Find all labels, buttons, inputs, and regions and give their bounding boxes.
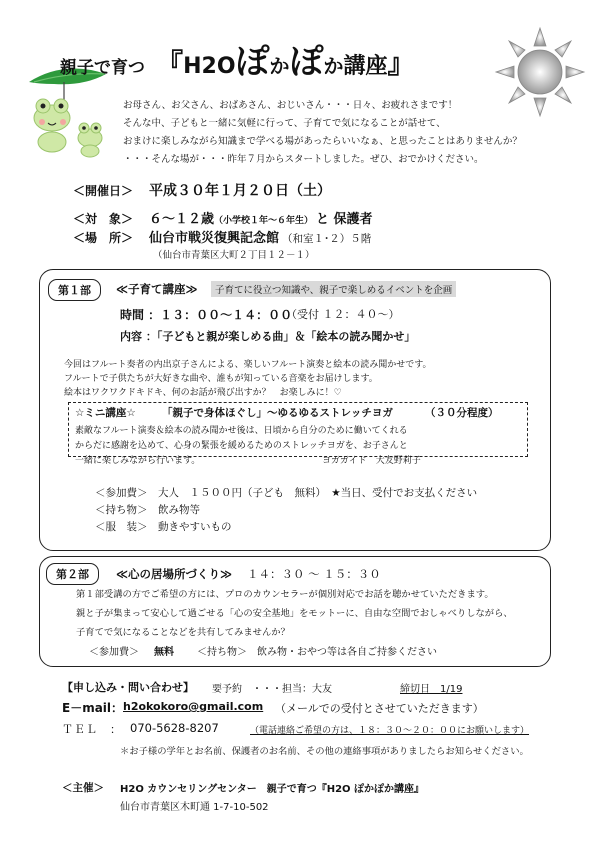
- intro-line: ・・・そんな場が・・・昨年７月からスタートしました。ぜひ、おでかけください。: [123, 154, 484, 165]
- part1-desc-line: 絵本はワクワクドキドキ、何のお話が飛び出すか？ お楽しみに！♡: [64, 388, 342, 398]
- part2-fee-label: ＜参加費＞: [89, 647, 139, 658]
- part2-tag: 第２部: [46, 563, 99, 585]
- title-open-bracket: 『: [156, 49, 184, 80]
- mini-lecture-desc: 素敵なフルート演奏＆絵本の読み聞かせ後は、日頃から自分のために働いてくれる: [75, 426, 408, 436]
- tel-note: （電話連絡ご希望の方は、１８：３０～２０：００にお願いします）: [250, 726, 530, 736]
- email-note: （メールでの受付とさせていただきます）: [275, 702, 484, 715]
- target-label: ＜対 象＞: [73, 212, 134, 226]
- part1-desc-line: 今回はフルート奏者の内出京子さんによる、楽しいフルート演奏と絵本の読み聞かせです。: [64, 360, 432, 370]
- intro-line: お母さん、お父さん、おばあさん、おじいさん・・・日々、お疲れさまです！: [123, 100, 458, 111]
- organizer-label: ＜主催＞: [62, 782, 104, 794]
- target-line: [149, 208, 373, 227]
- part1-subtitle: 子育てに役立つ知識や、親子で楽しめるイベントを企画: [211, 281, 456, 297]
- contact-reserve: 要予約 ・・・担当：大友: [212, 684, 332, 695]
- target-note: （小学校１年～６年生）: [214, 216, 314, 226]
- part1-title: ≪子育て講座≫: [116, 282, 198, 296]
- part1-time: 時間 ：１３：００～１４：００: [120, 308, 293, 322]
- organizer-name: H2O カウンセリングセンター 親子で育つ『H2O ぽかぽか講座』: [120, 784, 425, 795]
- date-label: ＜開催日＞: [73, 184, 134, 198]
- place-line: [149, 227, 371, 246]
- part1-clothes: ＜服 装＞ 動きやすいもの: [95, 521, 232, 533]
- place-room: （和室１･２）５階: [282, 233, 372, 245]
- place-address: （仙台市青葉区大町２丁目１２－１）: [153, 250, 315, 261]
- part2-time: １４：３０ ～ １５：３０: [247, 567, 381, 581]
- title-ka-2: か: [323, 54, 344, 78]
- place-label: ＜場 所＞: [73, 231, 134, 245]
- mini-lecture-desc: からだに感謝を込めて、心身の緊張を緩めるためのストレッチヨガを、お子さんと: [75, 441, 408, 451]
- target-suffix: と 保護者: [316, 212, 373, 227]
- mini-lecture-subject: 「親子で身体ほぐし」～ゆるゆるストレッチヨガ: [162, 407, 393, 419]
- title-po-1: ぽ: [235, 42, 270, 82]
- email-link[interactable]: h2okokoro@gmail.com: [123, 700, 264, 713]
- mini-lecture-guide: ヨガガイド 大友野莉子: [322, 456, 421, 466]
- organizer-address: 仙台市青葉区木町通 1-7-10-502: [120, 802, 269, 813]
- page-title: [60, 34, 415, 83]
- part2-title: ≪心の居場所づくり≫: [116, 567, 233, 581]
- mini-lecture-length: （３０分程度）: [425, 407, 499, 419]
- contact-notice: ＊お子様の学年とお名前、保護者のお名前、その他の連絡事項がありましたらお知らせください。: [120, 746, 529, 757]
- part1-fee: ＜参加費＞ 大人 １５００円（子ども 無料） ★当日、受付でお支払ください: [95, 487, 478, 499]
- intro-line: そんな中、子どもと一緒に気軽に行って、子育てで気になることが話せて、: [123, 118, 446, 129]
- title-prefix: 親子で育つ: [60, 58, 145, 78]
- title-ka-1: か: [269, 54, 290, 78]
- part2-desc-line: 第１部受講の方でご希望の方には、プロのカウンセラーが個別対応でお話を聴かせていただきます。: [76, 589, 494, 600]
- mini-lecture-title: ☆ミニ講座☆: [75, 407, 136, 419]
- intro-line: おまけに楽しみながら知識まで学べる場があったらいいなぁ、と思ったことはありませんか？: [123, 136, 522, 147]
- title-close-bracket: 』: [387, 49, 415, 80]
- date-value: 平成３０年１月２０日（土）: [149, 183, 331, 199]
- part2-desc-line: 子育てで気になることなどを共有してみませんか？: [76, 627, 290, 638]
- tel-label: ＴＥＬ ：: [62, 723, 122, 736]
- part1-bring: ＜持ち物＞ 飲み物等: [95, 504, 200, 516]
- part2-desc-line: 親と子が集まって安心して過ごせる「心の安全基地」をモットーに、自由な空間でおしゃべりしながら、: [76, 608, 513, 619]
- title-po-2: ぽ: [289, 42, 324, 82]
- part1-desc-line: フルートで子供たちが大好きな曲や、誰もが知っている音楽をお届けします。: [64, 374, 378, 384]
- part2-fee-value: 無料: [154, 647, 174, 658]
- part1-content: 内容 ：「子どもと親が楽しめる曲」＆「絵本の読み聞かせ」: [120, 330, 416, 343]
- email-label: E－mail：: [62, 701, 124, 715]
- sun-icon: [494, 26, 586, 118]
- part1-reception: （受付 １２：４０～）: [286, 308, 400, 321]
- title-h2o: H2O: [183, 54, 236, 79]
- tel-number: 070-5628-8207: [130, 721, 219, 735]
- contact-label: 【申し込み・問い合わせ】: [62, 681, 194, 694]
- target-value: ６～１２歳: [149, 212, 215, 227]
- title-kouza: 講座: [343, 54, 388, 79]
- mini-lecture-desc: 一緒に楽しみながら行います。: [75, 456, 201, 466]
- contact-deadline: 締切日 1/19: [400, 684, 463, 695]
- part1-tag: 第１部: [48, 279, 101, 301]
- part2-bring: ＜持ち物＞ 飲み物・おやつ等は各自ご持参ください: [197, 647, 437, 658]
- place-value: 仙台市戦災復興記念館: [149, 231, 280, 246]
